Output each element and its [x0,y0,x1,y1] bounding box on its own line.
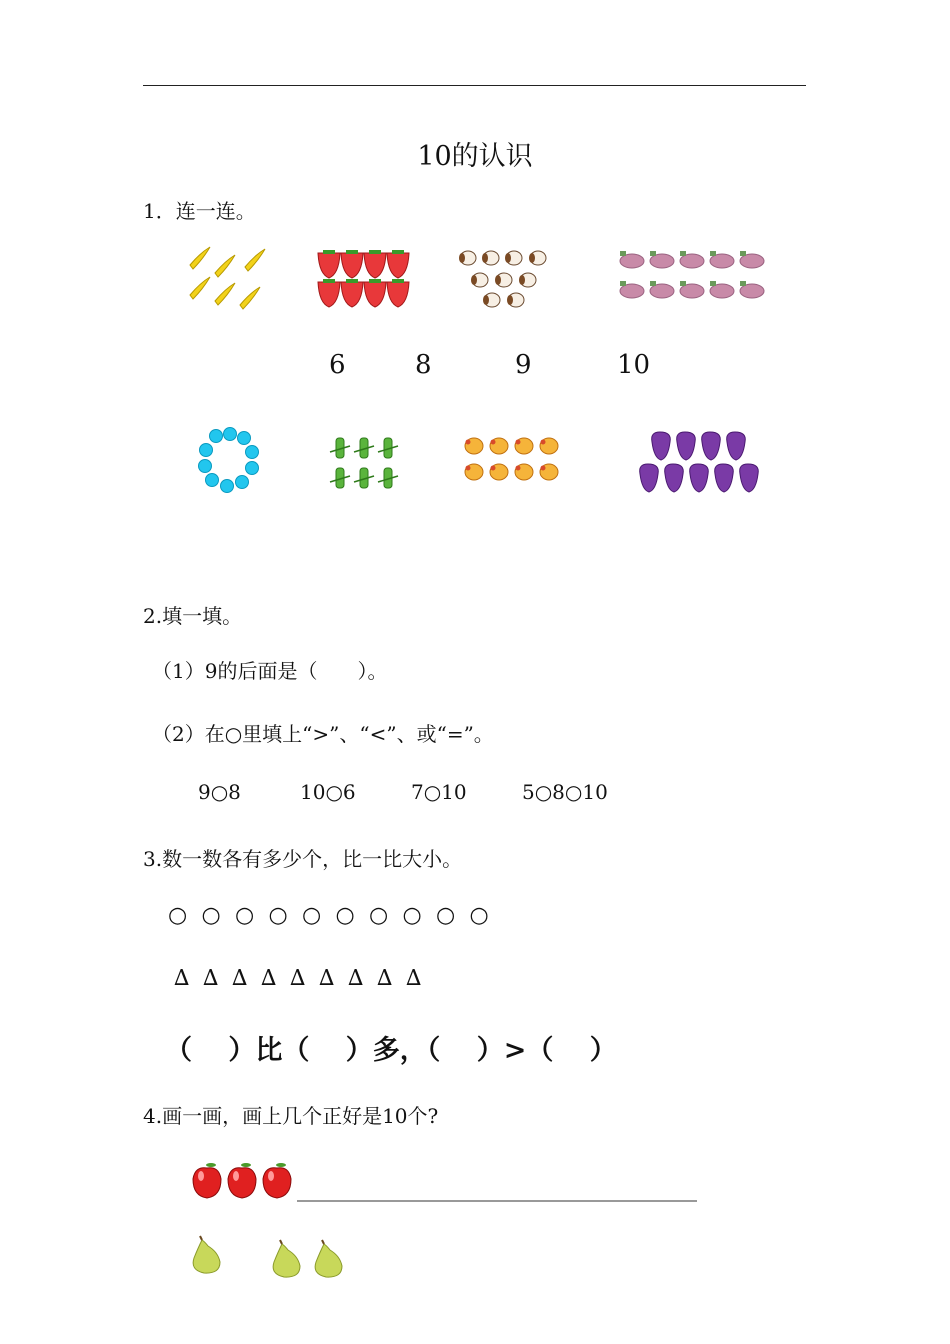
circle-shape: ○ [402,903,422,928]
question-2-item-2: （2）在○里填上“>”、“<”、或“=”。 [152,722,494,746]
apple-icon-group [190,1162,298,1200]
question-2-item-1: （1）9的后面是（ ）。 [152,659,388,683]
circle-shape: ○ [369,903,389,928]
triangle-shape: ∆ [406,966,422,991]
circle-shape: ○ [201,903,221,928]
comparison-answer-line: （ ）比（ ）多，（ ）>（ ） [165,1035,617,1066]
header-rule [143,85,806,86]
triangle-shape: ∆ [348,966,364,991]
comparison-1: 9○8 [198,780,241,804]
circle-shape: ○ [302,903,322,928]
chick-icon-group [462,432,564,487]
pear-icon [268,1240,304,1280]
circle-shape: ○ [268,903,288,928]
circle-row [168,903,503,928]
pear-icon [188,1236,224,1276]
drawing-answer-line[interactable] [297,1200,697,1202]
blue-bead-icon-group [198,428,262,496]
comparison-2: 10○6 [300,780,356,804]
question-3-heading: 3.数一数各有多少个，比一比大小。 [143,847,463,871]
triangle-shape: ∆ [261,966,277,991]
eggplant-icon-group [618,245,768,305]
banana-icon-group [185,245,275,315]
circle-shape: ○ [436,903,456,928]
triangle-shape: ∆ [232,966,248,991]
triangle-shape: ∆ [203,966,219,991]
triangle-shape: ∆ [174,966,190,991]
circle-shape: ○ [335,903,355,928]
comparison-3: 7○10 [411,780,467,804]
number-6: 6 [329,350,346,380]
page-title: 10的认识 [417,141,533,172]
pear-icon [310,1240,346,1280]
number-10: 10 [617,350,651,380]
triangle-row [174,966,435,991]
triangle-shape: ∆ [290,966,306,991]
circle-shape: ○ [469,903,489,928]
grape-icon-group [638,428,763,496]
triangle-shape: ∆ [377,966,393,991]
number-9: 9 [515,350,532,380]
circle-shape: ○ [168,903,188,928]
question-2-heading: 2.填一填。 [143,604,243,628]
question-1-heading: 1．连一连。 [143,199,256,223]
strawberry-icon-group [315,248,410,313]
grasshopper-icon-group [328,432,403,494]
number-8: 8 [415,350,432,380]
comparison-4: 5○8○10 [522,780,608,804]
question-4-heading: 4.画一画，画上几个正好是10个? [143,1104,439,1128]
dog-icon-group [458,246,558,311]
triangle-shape: ∆ [319,966,335,991]
circle-shape: ○ [235,903,255,928]
